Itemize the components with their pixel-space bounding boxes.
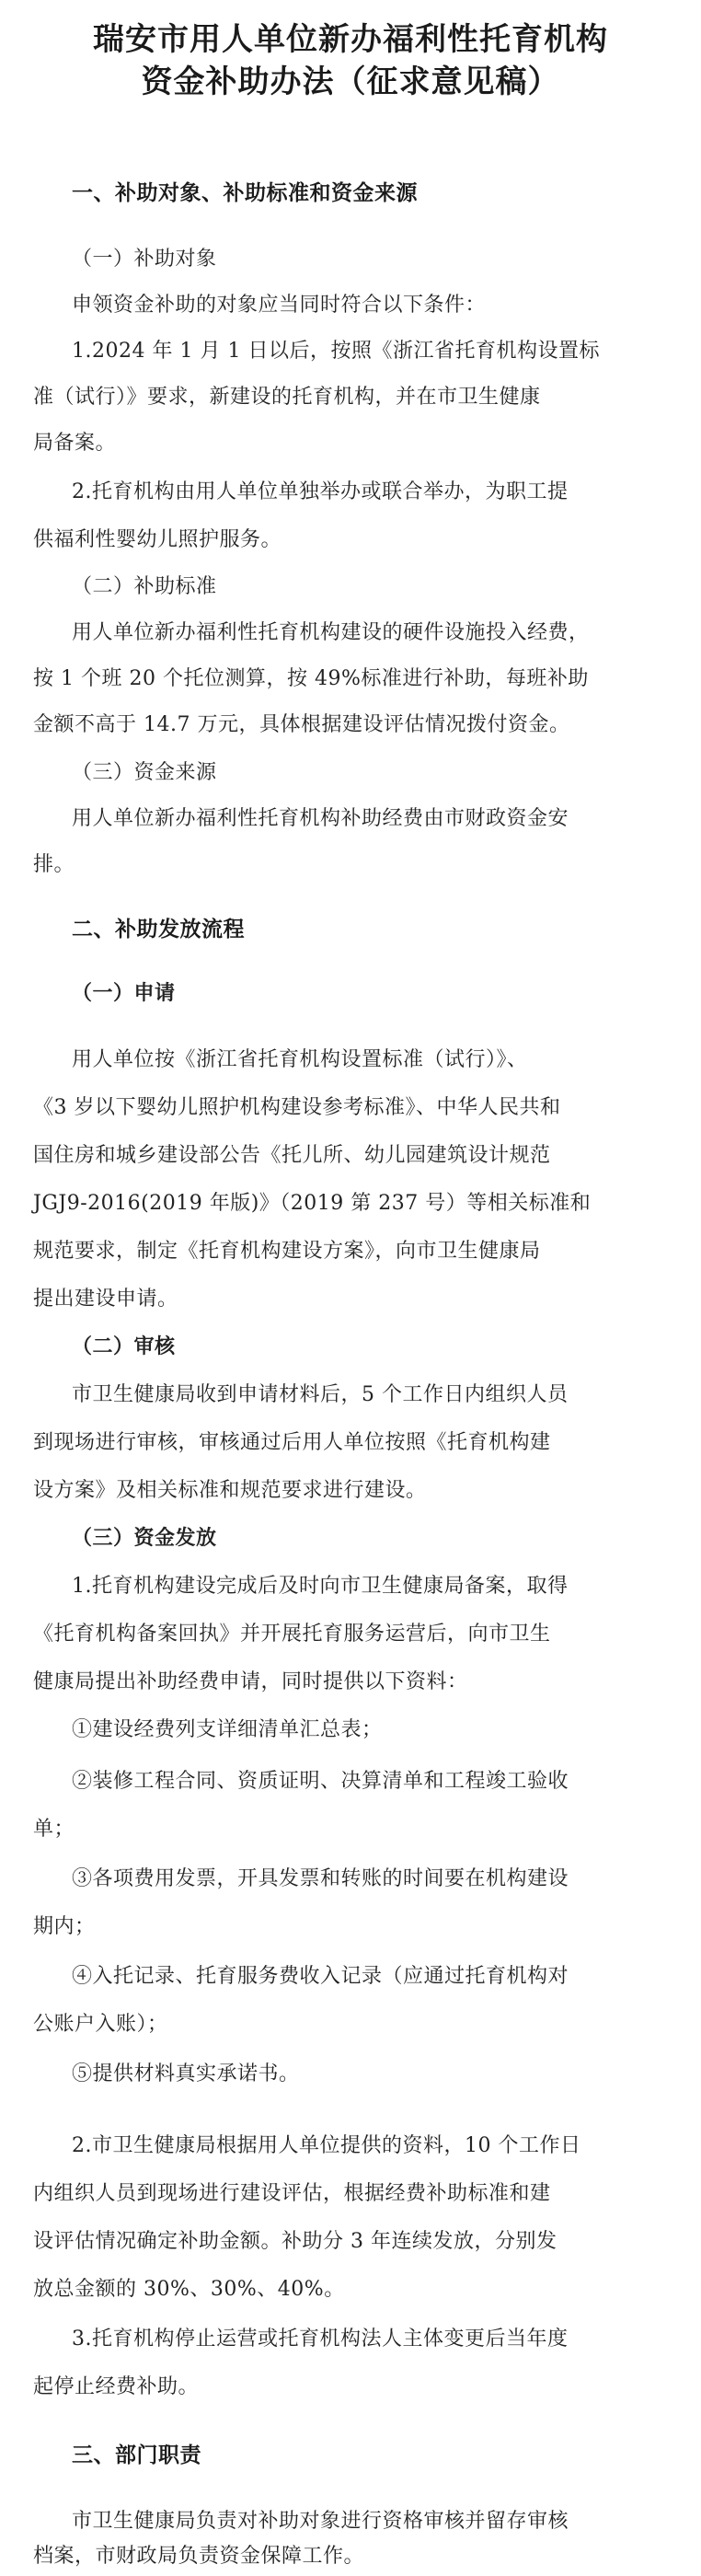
paragraph-line: 起停止经费补助。 bbox=[33, 2375, 200, 2398]
paragraph-line: 健康局提出补助经费申请，同时提供以下资料： bbox=[33, 1670, 468, 1693]
paragraph-line: 设方案》及相关标准和规范要求进行建设。 bbox=[33, 1479, 427, 1502]
document-title-line-1: 瑞安市用人单位新办福利性托育机构 bbox=[93, 21, 608, 58]
paragraph-line: 按 1 个班 20 个托位测算，按 49%标准进行补助，每班补助 bbox=[33, 667, 589, 690]
paragraph-line: 放总金额的 30%、30%、40%。 bbox=[33, 2278, 345, 2301]
list-item: ②装修工程合同、资质证明、决算清单和工程竣工验收 bbox=[72, 1770, 569, 1793]
paragraph-line: 局备案。 bbox=[33, 432, 117, 455]
paragraph-line: 档案，市财政局负责资金保障工作。 bbox=[33, 2545, 365, 2568]
paragraph-line: 准（试行）》要求，新建设的托育机构，并在市卫生健康 bbox=[33, 386, 541, 409]
paragraph-line: 用人单位按《浙江省托育机构设置标准（试行）》、 bbox=[72, 1048, 528, 1071]
paragraph-line: 单； bbox=[33, 1818, 75, 1841]
paragraph-line: 用人单位新办福利性托育机构建设的硬件设施投入经费， bbox=[72, 621, 590, 644]
paragraph-line: 到现场进行审核，审核通过后用人单位按照《托育机构建 bbox=[33, 1431, 551, 1454]
section-1-sub-2-heading: （二）补助标准 bbox=[72, 575, 217, 598]
section-1-sub-1-heading: （一）补助对象 bbox=[72, 248, 217, 271]
section-3-heading: 三、部门职责 bbox=[72, 2443, 201, 2467]
paragraph-line: JGJ9-2016(2019 年版)》（2019 第 237 号）等相关标准和 bbox=[33, 1192, 592, 1215]
paragraph-line: 《3 岁以下婴幼儿照护机构建设参考标准》、中华人民共和 bbox=[33, 1096, 561, 1119]
paragraph-line: 公账户入账）； bbox=[33, 2013, 168, 2036]
section-2-sub-2-heading: （二）审核 bbox=[72, 1335, 176, 1358]
paragraph-line: 2.托育机构由用人单位单独举办或联合举办，为职工提 bbox=[72, 480, 569, 503]
list-item: ③各项费用发票，开具发票和转账的时间要在机构建设 bbox=[72, 1867, 569, 1890]
paragraph-line: 规范要求，制定《托育机构建设方案》，向市卫生健康局 bbox=[33, 1240, 541, 1263]
section-1-heading: 一、补助对象、补助标准和资金来源 bbox=[72, 181, 418, 205]
section-2-sub-3-heading: （三）资金发放 bbox=[72, 1527, 217, 1550]
list-item: ①建设经费列支详细清单汇总表； bbox=[72, 1718, 383, 1741]
paragraph-line: 期内； bbox=[33, 1915, 96, 1938]
paragraph-line: 1.托育机构建设完成后及时向市卫生健康局备案，取得 bbox=[72, 1575, 569, 1598]
section-2-heading: 二、补助发放流程 bbox=[72, 918, 245, 941]
paragraph-line: 排。 bbox=[33, 853, 75, 876]
paragraph-line: 内组织人员到现场进行建设评估，根据经费补助标准和建 bbox=[33, 2182, 551, 2205]
paragraph-line: 金额不高于 14.7 万元，具体根据建设评估情况拨付资金。 bbox=[33, 713, 570, 736]
document-title-line-2: 资金补助办法（征求意见稿） bbox=[141, 64, 560, 100]
list-item: ④入托记录、托育服务费收入记录（应通过托育机构对 bbox=[72, 1965, 569, 1988]
paragraph-line: 1.2024 年 1 月 1 日以后，按照《浙江省托育机构设置标 bbox=[72, 340, 600, 363]
paragraph-line: 市卫生健康局负责对补助对象进行资格审核并留存审核 bbox=[72, 2510, 569, 2533]
paragraph-line: 国住房和城乡建设部公告《托儿所、幼儿园建筑设计规范 bbox=[33, 1144, 551, 1167]
paragraph-line: 市卫生健康局收到申请材料后，5 个工作日内组织人员 bbox=[72, 1383, 569, 1406]
paragraph-line: 设评估情况确定补助金额。补助分 3 年连续发放，分别发 bbox=[33, 2230, 557, 2253]
paragraph-line: 2.市卫生健康局根据用人单位提供的资料，10 个工作日 bbox=[72, 2134, 581, 2157]
paragraph-line: 供福利性婴幼儿照护服务。 bbox=[33, 528, 282, 551]
list-item: ⑤提供材料真实承诺书。 bbox=[72, 2062, 300, 2085]
section-2-sub-1-heading: （一）申请 bbox=[72, 982, 176, 1005]
paragraph-line: 3.托育机构停止运营或托育机构法人主体变更后当年度 bbox=[72, 2328, 569, 2351]
paragraph-line: 申领资金补助的对象应当同时符合以下条件： bbox=[72, 294, 487, 317]
paragraph-line: 用人单位新办福利性托育机构补助经费由市财政资金安 bbox=[72, 807, 569, 830]
section-1-sub-3-heading: （三）资金来源 bbox=[72, 761, 217, 784]
paragraph-line: 提出建设申请。 bbox=[33, 1288, 178, 1311]
paragraph-line: 《托育机构备案回执》并开展托育服务运营后，向市卫生 bbox=[33, 1623, 551, 1646]
